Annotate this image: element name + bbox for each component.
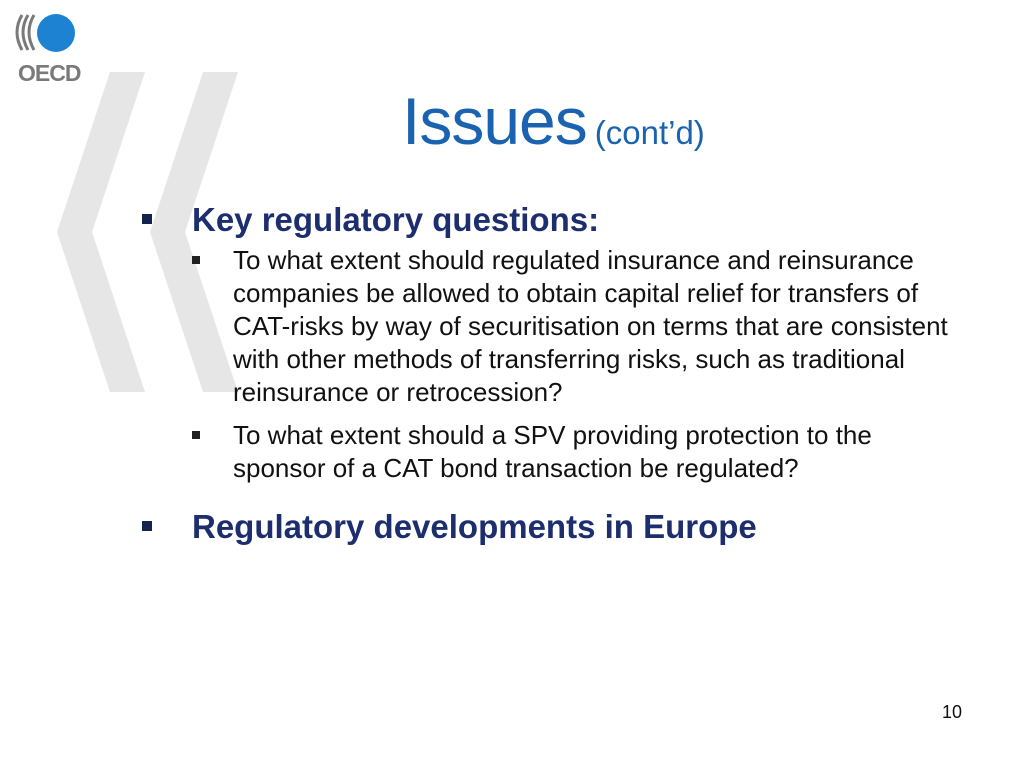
bullet-level2 xyxy=(140,244,970,409)
bullet-level1 xyxy=(140,505,970,549)
bullet-level2 xyxy=(140,419,970,485)
slide-title-sub: (cont’d) xyxy=(594,114,705,151)
bullet-text: Regulatory developments in Europe xyxy=(192,508,757,545)
bullet-square-icon xyxy=(142,521,152,531)
page-number: 10 xyxy=(941,702,962,722)
bullet-square-icon xyxy=(142,214,152,224)
oecd-logo xyxy=(8,10,81,86)
bullet-text: To what extent should regulated insurance and reinsurance companies be allowed to obtain capital relief for transfers of CAT-risks by way of securitisation on terms that are consistent with other methods of transferring risks, such as traditional reinsurance or retrocession? xyxy=(233,245,948,407)
slide-content xyxy=(140,198,970,549)
slide-title xyxy=(402,84,705,158)
bullet-level1 xyxy=(140,198,970,242)
bullet-square-icon xyxy=(192,431,200,439)
bullet-text: To what extent should a SPV providing protection to the sponsor of a CAT bond transaction be regulated? xyxy=(233,420,872,483)
bullet-square-icon xyxy=(192,256,200,264)
oecd-logo-text: OECD xyxy=(18,60,81,86)
chevron-left-shape xyxy=(57,72,145,392)
bullet-text: Key regulatory questions: xyxy=(192,201,600,238)
oecd-logo-mark xyxy=(8,10,80,60)
slide-title-main: Issues xyxy=(402,84,587,158)
